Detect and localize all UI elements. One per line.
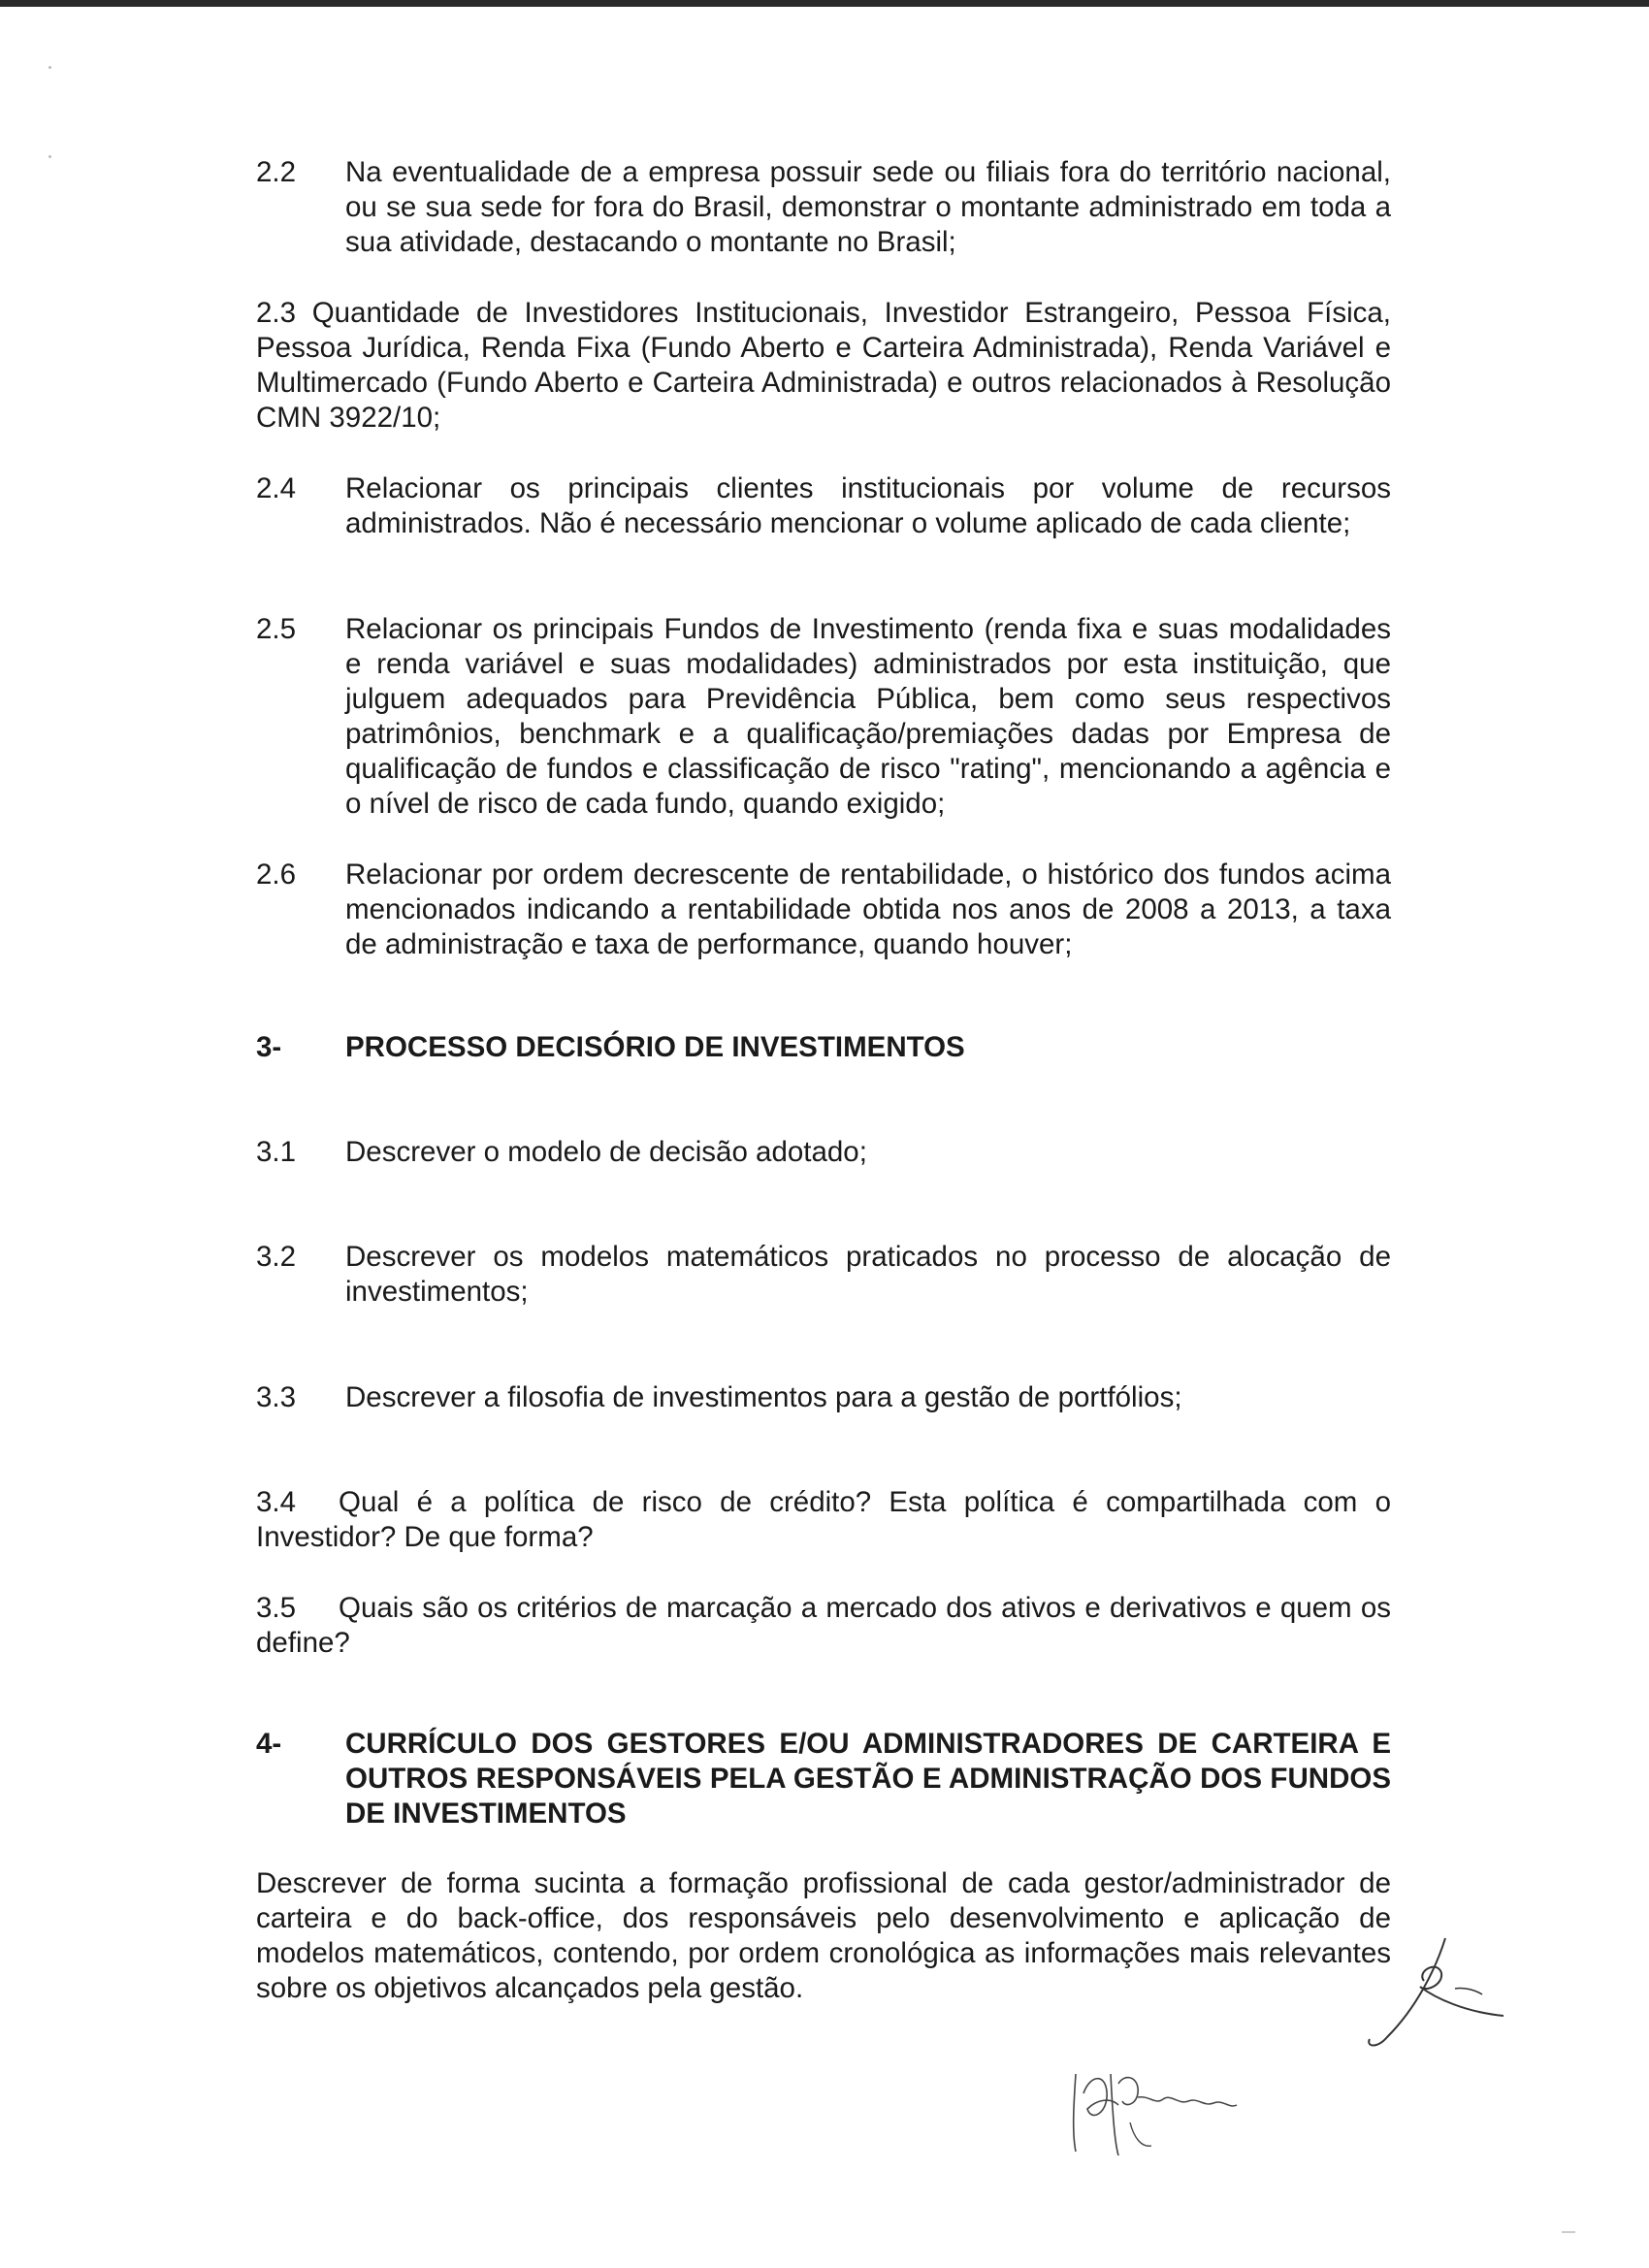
item-3-5-paragraph xyxy=(256,1591,1391,1661)
section-title: CURRÍCULO DOS GESTORES E/OU ADMINISTRADORES DE CARTEIRA E OUTROS RESPONSÁVEIS PELA GESTÃO E ADMINISTRAÇÃO DOS FUNDOS DE INVESTIMENTOS xyxy=(345,1728,1391,1830)
item-2-3-paragraph xyxy=(256,296,1391,436)
item-3-4-paragraph xyxy=(256,1485,1391,1555)
item-number: 3.3 xyxy=(256,1381,297,1413)
item-text: Relacionar os principais Fundos de Investimento (renda fixa e suas modalidades e renda variável e suas modalidades) administrados por esta instituição, que julguem adequados para Previdência Pública, bem como seus respectivos patrimônios, benchmark e a qualificação/premiações dadas por Empresa de qualificação de fundos e classificação de risco "rating", mencionando a agência e o nível de risco de cada fundo, quando exigido; xyxy=(345,613,1391,820)
item-number: 3.4 xyxy=(256,1486,297,1518)
item-number: 2.5 xyxy=(256,613,297,645)
section-4-heading xyxy=(256,1727,1391,1831)
item-3-2 xyxy=(256,1240,1391,1310)
item-3-5 xyxy=(256,1591,1391,1661)
item-number: 2.6 xyxy=(256,859,297,891)
item-2-5 xyxy=(256,612,1391,822)
section-title: PROCESSO DECISÓRIO DE INVESTIMENTOS xyxy=(345,1031,965,1063)
section-3-heading xyxy=(256,1030,1391,1065)
item-number: 2.3 xyxy=(256,297,297,329)
item-text: Relacionar por ordem decrescente de rentabilidade, o histórico dos fundos acima mencionados indicando a rentabilidade obtida nos anos de 2008 a 2013, a taxa de administração e taxa de performance, quando houver; xyxy=(345,859,1391,960)
item-3-3 xyxy=(256,1380,1391,1415)
section-number: 3- xyxy=(256,1031,282,1063)
item-number: 2.4 xyxy=(256,472,297,504)
scan-speck xyxy=(48,66,51,69)
section-number: 4- xyxy=(256,1728,282,1760)
item-text: Descrever os modelos matemáticos praticados no processo de alocação de investimentos; xyxy=(345,1241,1391,1308)
item-text: Qual é a política de risco de crédito? Esta política é compartilhada com o Investidor? De que forma? xyxy=(256,1486,1391,1553)
item-2-2 xyxy=(256,155,1391,260)
item-text: Na eventualidade de a empresa possuir sede ou filiais fora do território nacional, ou se sua sede for fora do Brasil, demonstrar o montante administrado em toda a sua atividade, destacando o montante no Brasil; xyxy=(345,156,1391,258)
item-2-6 xyxy=(256,858,1391,962)
scan-speck xyxy=(1562,2231,1575,2233)
scan-top-edge xyxy=(0,0,1649,7)
item-number: 2.2 xyxy=(256,156,297,188)
item-number: 3.1 xyxy=(256,1136,297,1168)
item-text: Quais são os critérios de marcação a mercado dos ativos e derivativos e quem os define? xyxy=(256,1592,1391,1659)
item-number: 3.2 xyxy=(256,1241,297,1273)
handwritten-initial-signature xyxy=(1348,1930,1504,2066)
item-text: Relacionar os principais clientes institucionais por volume de recursos administrados. Não é necessário mencionar o volume aplicado de cada cliente; xyxy=(345,472,1391,539)
section-4-paragraph xyxy=(256,1866,1391,2006)
item-3-1 xyxy=(256,1135,1391,1170)
paragraph-text: Descrever de forma sucinta a formação profissional de cada gestor/administrador de carteira e do back-office, dos responsáveis pelo desenvolvimento e aplicação de modelos matemáticos, contendo, por ordem cronológica as informações mais relevantes sobre os objetivos alcançados pela gestão. xyxy=(256,1867,1391,2004)
item-2-4 xyxy=(256,471,1391,541)
item-text: Descrever o modelo de decisão adotado; xyxy=(345,1136,867,1168)
item-number: 3.5 xyxy=(256,1592,297,1624)
item-3-4 xyxy=(256,1485,1391,1555)
item-2-3 xyxy=(256,296,1391,436)
item-text: Descrever a filosofia de investimentos para a gestão de portfólios; xyxy=(345,1381,1182,1413)
handwritten-name-signature xyxy=(1062,2055,1256,2161)
scan-speck xyxy=(48,155,51,158)
item-text: Quantidade de Investidores Institucionais, Investidor Estrangeiro, Pessoa Física, Pessoa Jurídica, Renda Fixa (Fundo Aberto e Carteira Administrada), Renda Variável e Multimercado (Fundo Aberto e Carteira Administrada) e outros relacionados à Resolução CMN 3922/10; xyxy=(256,297,1391,434)
